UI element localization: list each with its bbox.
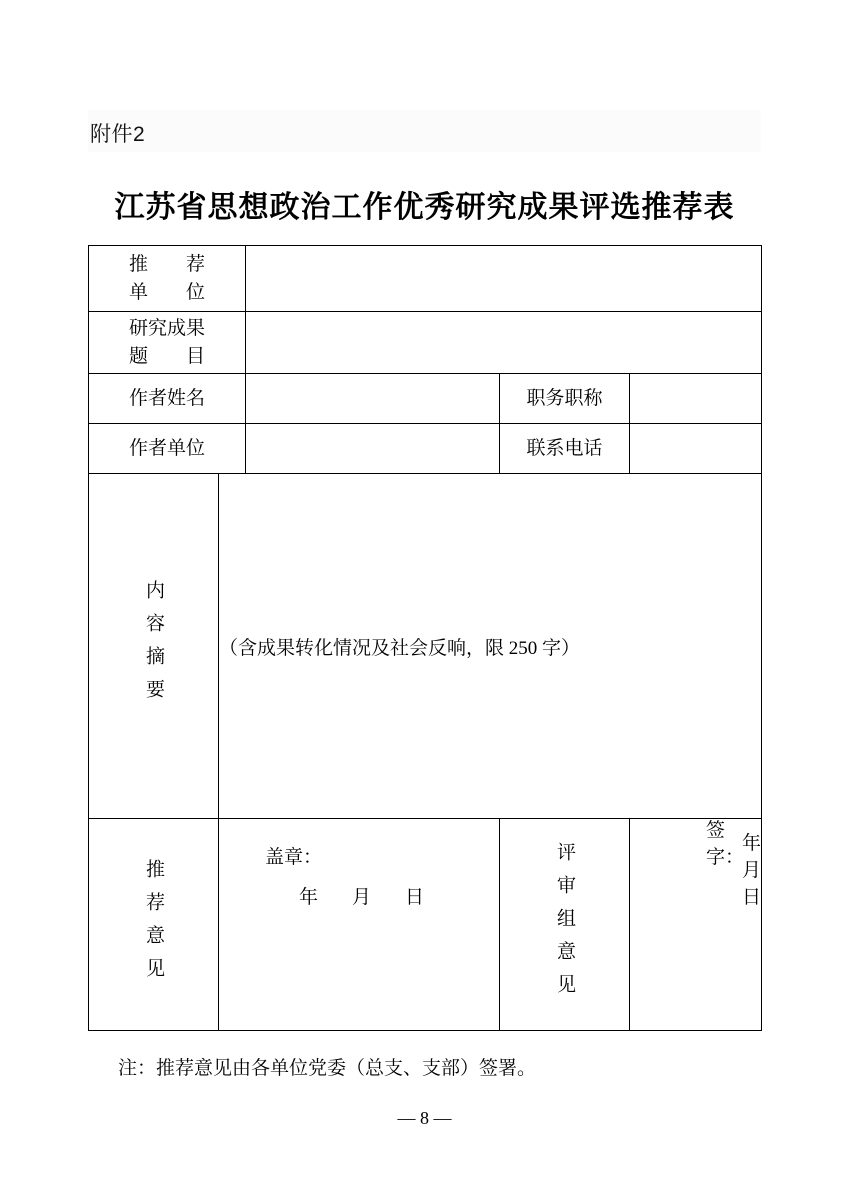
recommend-unit-label-line1: 推 荐 — [129, 253, 206, 275]
author-unit-label: 作者单位 — [89, 424, 246, 474]
author-name-label: 作者姓名 — [89, 374, 246, 424]
recommend-opinion-value-cell[interactable] — [219, 819, 500, 1031]
result-title-label-line1: 研究成果 — [129, 317, 206, 339]
review-group-value-cell[interactable] — [630, 819, 762, 1031]
signature-date-month: 月 — [742, 859, 764, 881]
review-group-label: 评审组意见 — [554, 842, 576, 1007]
table-row-recommend-unit — [89, 246, 762, 312]
seal-date-year: 年 — [299, 886, 321, 908]
header-tint-band — [88, 110, 761, 152]
position-title-label: 职务职称 — [500, 374, 630, 424]
phone-label: 联系电话 — [500, 424, 630, 474]
result-title-label-line2: 题 目 — [129, 345, 206, 367]
summary-label: 内容摘要 — [143, 580, 164, 712]
table-row-author-name — [89, 374, 762, 424]
summary-label-cell — [89, 474, 219, 819]
recommend-unit-label — [89, 246, 246, 312]
seal-label: 盖章： — [265, 846, 323, 868]
review-group-label-cell — [500, 819, 630, 1031]
table-row-opinions — [89, 819, 762, 1031]
footnote: 注：推荐意见由各单位党委（总支、支部）签署。 — [118, 1058, 537, 1079]
position-title-value[interactable] — [630, 374, 762, 424]
seal-date-day: 日 — [405, 886, 427, 908]
page-title: 江苏省思想政治工作优秀研究成果评选推荐表 — [114, 191, 735, 224]
recommend-opinion-label-cell — [89, 819, 219, 1031]
author-name-value[interactable] — [246, 374, 500, 424]
phone-value[interactable] — [630, 424, 762, 474]
summary-value-cell[interactable] — [219, 474, 762, 819]
summary-hint: （含成果转化情况及社会反响，限 250 字） — [219, 637, 581, 659]
result-title-label — [89, 312, 246, 374]
recommendation-form-table — [88, 245, 762, 1031]
result-title-value[interactable] — [246, 312, 762, 374]
signature-date-day: 日 — [742, 886, 764, 908]
author-unit-value[interactable] — [246, 424, 500, 474]
recommend-opinion-label: 推荐意见 — [143, 858, 164, 991]
signature-date-line — [742, 828, 795, 909]
seal-date-month: 月 — [352, 886, 374, 908]
table-row-author-unit — [89, 424, 762, 474]
recommend-unit-value[interactable] — [246, 246, 762, 312]
signature-date-year: 年 — [742, 832, 764, 854]
seal-date-line — [299, 882, 458, 909]
signature-label: 签字： — [706, 819, 745, 868]
table-row-summary — [89, 474, 762, 819]
table-row-result-title — [89, 312, 762, 374]
recommend-unit-label-line2: 单 位 — [129, 281, 206, 303]
page-number: — 8 — — [397, 1108, 452, 1128]
attachment-label: 附件2 — [90, 123, 146, 146]
